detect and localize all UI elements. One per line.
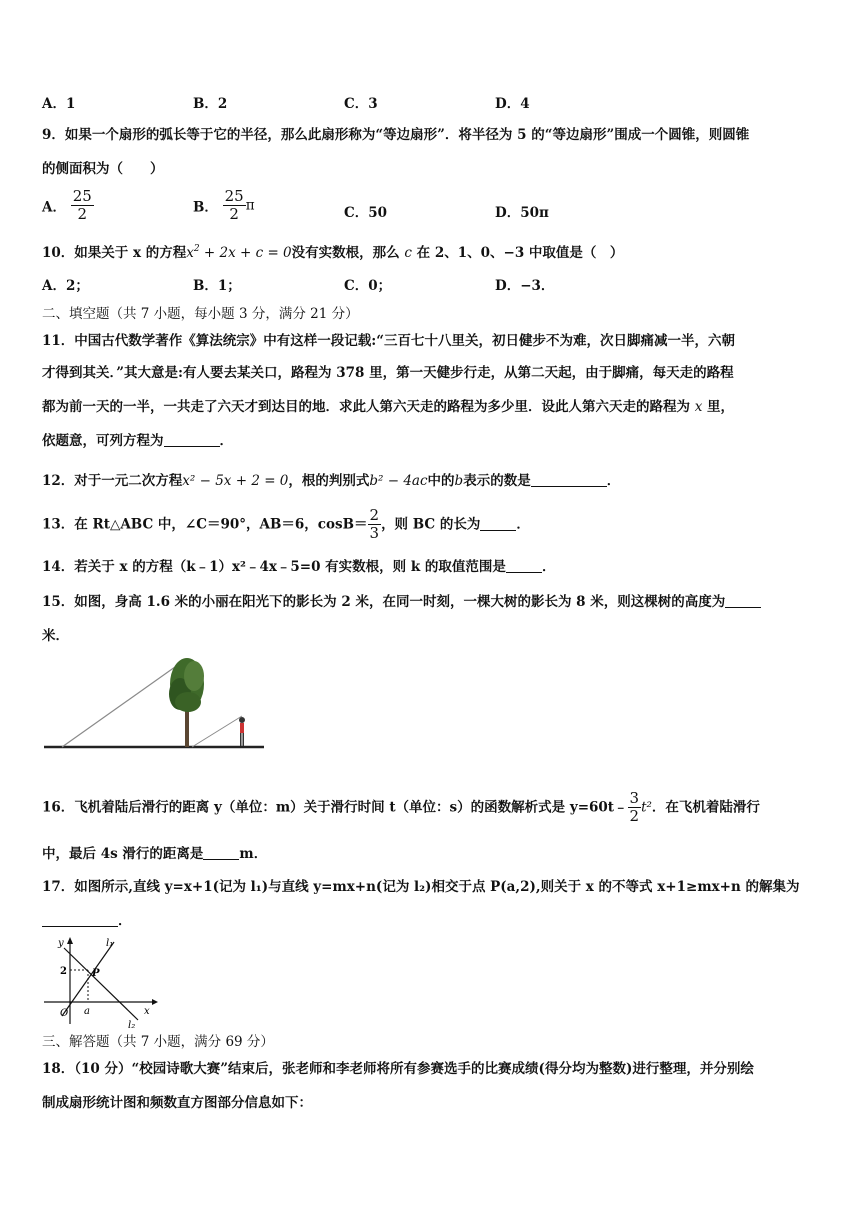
q8-option-a: A．1 — [42, 96, 76, 112]
fraction-2-over-3: $\frac{2}{3}$ — [369, 506, 380, 542]
q9-option-b: B． $\frac{25}{2}$ π — [193, 187, 255, 223]
answer-blank[interactable] — [506, 560, 542, 573]
q17-line-2: ． — [42, 912, 132, 930]
q16-line-1: 16．飞机着陆后滑行的距离 y（单位：m）关于滑行时间 t（单位：s）的函数解析式是 y=60t﹣ $\frac{3}{2}$ t²．在飞机着陆滑行 — [42, 789, 760, 825]
q9-option-c: C．50 — [344, 205, 388, 221]
fraction-25-over-2: $\frac{25}{2}$ — [72, 187, 92, 223]
q9-line-1: 9．如果一个扇形的弧长等于它的半径，那么此扇形称为“等边扇形”．将半径为 5 的“等边扇形”围成一个圆锥，则圆锥 — [42, 127, 750, 143]
section-heading-fill-in: 二、填空题（共 7 小题，每小题 3 分，满分 21 分） — [42, 306, 359, 322]
q10-option-c: C．0； — [344, 278, 392, 294]
q16-line-2: 中，最后 4s 滑行的距离是 m． — [42, 846, 268, 862]
fraction-25-over-2: $\frac{25}{2}$ — [224, 187, 244, 223]
q15-tree-shadow-figure — [42, 654, 272, 760]
fraction-3-over-2: $\frac{3}{2}$ — [629, 789, 640, 825]
q10-option-b: B．1； — [193, 278, 241, 294]
q10-stem: 10．如果关于 x 的方程$x^2 + 2x + c = 0$没有实数根，那么 c 在 2、1、0、−3 中取值是（ ） — [42, 244, 624, 261]
q13-stem: 13．在 Rt△ABC 中，∠C＝90°，AB＝6，cosB＝ $\frac{2}{3}$ ，则 BC 的长为 ． — [42, 506, 530, 542]
answer-blank[interactable] — [725, 595, 761, 608]
q17-line-1: 17．如图所示,直线 y=x+1(记为 l₁)与直线 y=mx+n(记为 l₂)相交于点 P(a,2),则关于 x 的不等式 x+1≥mx+n 的解集为 — [42, 879, 800, 895]
q9-line-2: 的侧面积为（ ） — [42, 161, 164, 177]
q9-option-a: A． $\frac{25}{2}$ — [42, 187, 92, 223]
answer-blank[interactable] — [164, 434, 220, 447]
q15-line-1: 15．如图，身高 1.6 米的小丽在阳光下的影长为 2 米，在同一时刻，一棵大树的影长为 8 米，则这棵树的高度为 — [42, 593, 761, 611]
q8-option-d: D．4 — [495, 96, 530, 112]
q10-option-d: D．−3． — [495, 278, 555, 294]
q15-line-2: 米． — [42, 628, 69, 644]
l2-label: l₂ — [128, 1020, 136, 1028]
two-label: 2 — [60, 966, 67, 977]
a-label: a — [84, 1006, 90, 1017]
origin-label: O — [60, 1008, 69, 1019]
answer-blank[interactable] — [531, 474, 607, 487]
q12-stem: 12．对于一元二次方程x² − 5x + 2 = 0，根的判别式b² − 4ac中的b表示的数是 ． — [42, 473, 621, 489]
q11-line-2: 才得到其关．”其大意是:有人要去某关口，路程为 378 里，第一天健步行走，从第二天起，由于脚痛，每天走的路程 — [42, 365, 734, 381]
q17-line-intersection-figure — [40, 934, 160, 1028]
x-label: x — [144, 1006, 150, 1017]
q10-option-a: A．2； — [42, 278, 89, 294]
l1-label: l₁ — [106, 938, 114, 949]
q11-line-4: 依题意，可列方程为 ． — [42, 433, 233, 449]
p-label: P — [92, 968, 100, 979]
q9-option-d: D．50π — [495, 205, 549, 221]
answer-blank[interactable] — [42, 914, 118, 927]
q8-option-b: B．2 — [193, 96, 228, 112]
q14-stem: 14．若关于 x 的方程（k﹣1）x²﹣4x﹣5=0 有实数根，则 k 的取值范围是 ． — [42, 559, 556, 575]
q11-line-3: 都为前一天的一半，一共走了六天才到达目的地．求此人第六天走的路程为多少里．设此人第六天走的路程为 x 里， — [42, 399, 735, 415]
y-label: y — [58, 938, 64, 949]
q11-line-1: 11．中国古代数学著作《算法统宗》中有这样一段记载:“三百七十八里关，初日健步不为难，次日脚痛减一半，六朝 — [42, 333, 736, 349]
q18-line-2: 制成扇形统计图和频数直方图部分信息如下： — [42, 1095, 312, 1111]
q8-option-c: C．3 — [344, 96, 378, 112]
section-heading-answer: 三、解答题（共 7 小题，满分 69 分） — [42, 1034, 274, 1050]
line-l2 — [64, 948, 138, 1020]
answer-blank[interactable] — [480, 518, 516, 531]
answer-blank[interactable] — [203, 847, 239, 860]
q18-line-1: 18．（10 分）“校园诗歌大赛”结束后，张老师和李老师将所有参赛选手的比赛成绩(得分均为整数)进行整理，并分别绘 — [42, 1061, 754, 1077]
